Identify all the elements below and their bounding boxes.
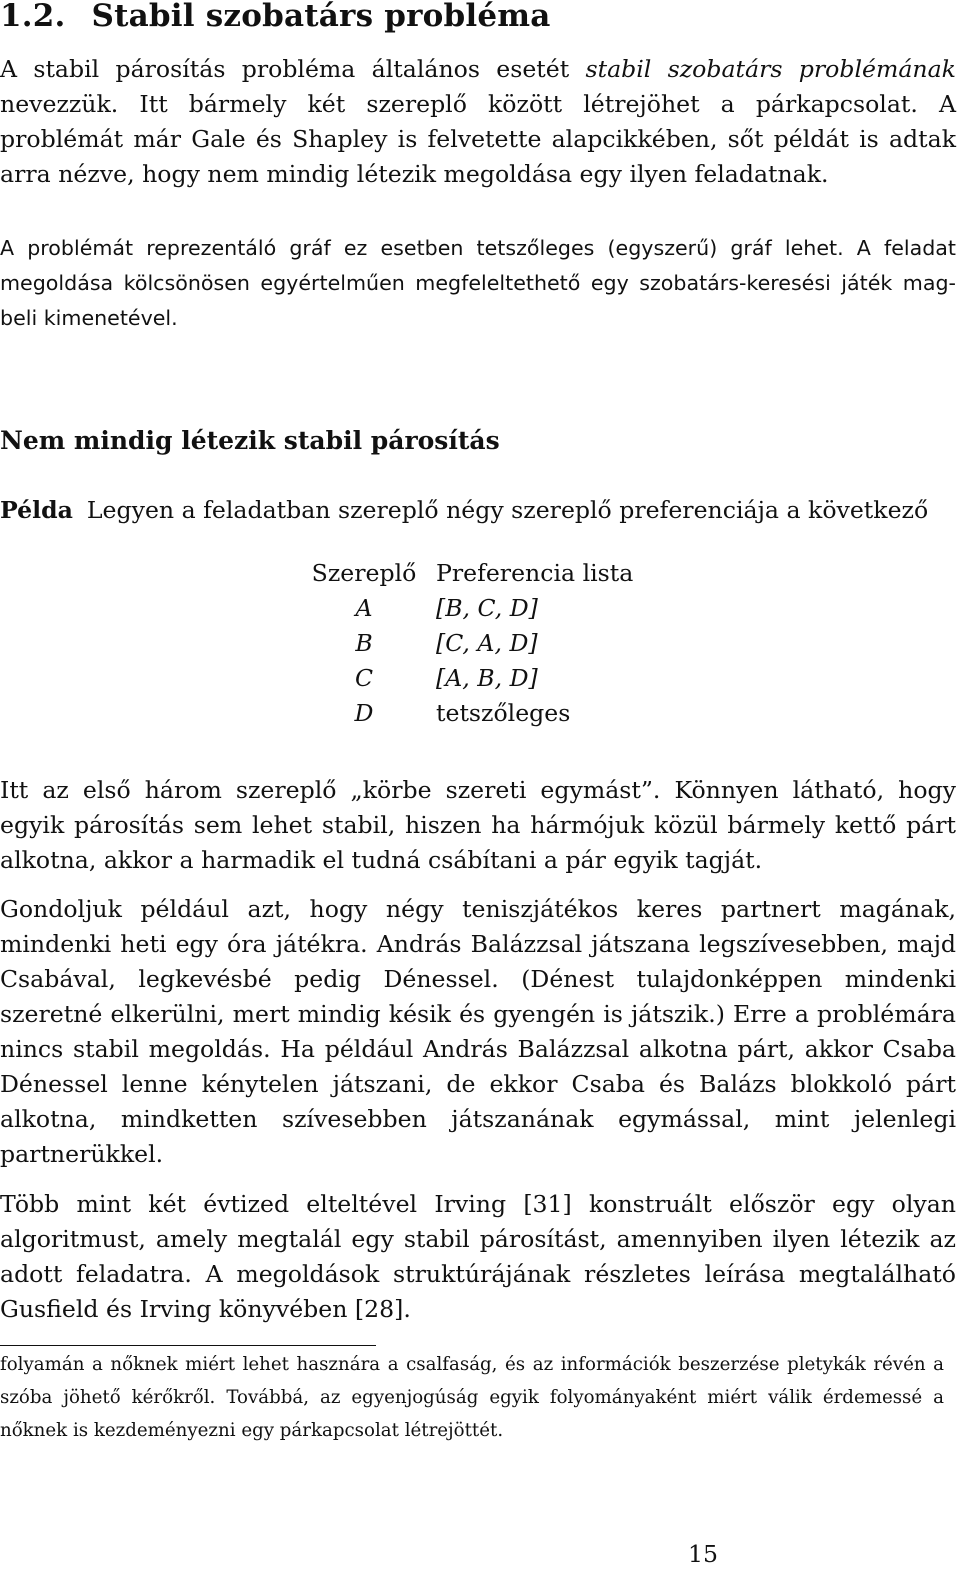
table-header-list: Preferencia lista	[436, 559, 634, 587]
table-row	[298, 591, 633, 626]
table-cell-player: C	[354, 664, 374, 692]
table-cell-player: A	[355, 594, 373, 622]
emphasis-term: stabil szobatárs problémának	[585, 55, 956, 83]
table-header-row	[298, 556, 633, 591]
section-number: 1.2.	[0, 0, 66, 34]
table-cell-list: tetszőleges	[436, 699, 571, 727]
table-cell-player: B	[355, 629, 373, 657]
example-text: Legyen a feladatban szereplő négy szereplő preferenciája a következő	[86, 496, 929, 524]
page-number: 15	[688, 1540, 719, 1568]
table-header-player: Szereplő	[311, 559, 417, 587]
section-title: Stabil szobatárs probléma	[91, 0, 551, 34]
preference-table	[298, 556, 633, 731]
table-row	[298, 696, 633, 731]
section-heading	[0, 0, 551, 34]
example-line	[0, 496, 928, 524]
paragraph-graph-definition: A problémát reprezentáló gráf ez esetben tetszőleges (egyszerű) gráf lehet. A feladat megoldása kölcsönösen egyértelműen megfeleltethető egy szobatárs-keresési játék mag-beli kimenetével.	[0, 236, 956, 330]
table-cell-list: [C, A, D]	[436, 629, 538, 657]
table-cell-list: [A, B, D]	[436, 664, 538, 692]
table-row	[298, 626, 633, 661]
paragraph-tennis-example: Gondoljuk például azt, hogy négy teniszjátékos keres partnert magának, mindenki heti egy óra játékra. András Balázzsal játszana legszívesebben, majd Csabával, legkevésbé pedig Dénessel. (Dénest tulajdonképpen mindenki szeretné elkerülni, mert mindig késik és gyengén is játszik.) Erre a problémára nincs stabil megoldás. Ha például András Balázzsal alkotna párt, akkor Csaba Dénessel lenne kénytelen játszani, de ekkor Csaba és Balázs blokkoló párt alkotna, mindketten szívesebben játszanának egymással, mint jelenlegi partnerükkel.	[0, 895, 956, 1168]
table-row	[298, 661, 633, 696]
subheading-no-stable-matching: Nem mindig létezik stabil párosítás	[0, 426, 500, 455]
example-label: Példa	[0, 496, 73, 524]
table-cell-player: D	[354, 699, 374, 727]
footnote-text: folyamán a nőknek miért lehet hasznára a csalfaság, és az információk beszerzése pletykák révén a szóba jöhető kérőkről. Továbbá, az egyenjogúság egyik folyományaként miért válik érdemessé a nőknek is kezdeményezni egy párkapcsolat létrejöttét.	[0, 1354, 944, 1441]
paragraph-circular-preference: Itt az első három szereplő „körbe szereti egymást”. Könnyen látható, hogy egyik párosítás sem lehet stabil, hiszen ha hármójuk közül bármely kettő párt alkotna, akkor a harmadik el tudná csábítani a pár egyik tagját.	[0, 776, 956, 874]
paragraph-irving-algorithm: Több mint két évtized elteltével Irving [31] konstruált először egy olyan algoritmust, amely megtalál egy stabil párosítást, amennyiben ilyen létezik az adott feladatra. A megoldások struktúrájának részletes leírása megtalálható Gusfield és Irving könyvében [28].	[0, 1190, 956, 1323]
paragraph-intro: A stabil párosítás probléma általános esetét stabil szobatárs problémának nevezzük. Itt bármely két szereplő között létrejöhet a párkapcsolat. A problémát már Gale és Shapley is felvetette alapcikkében, sőt példát is adtak arra nézve, hogy nem mindig létezik megoldása egy ilyen feladatnak.	[0, 55, 956, 188]
footnote-divider	[0, 1345, 376, 1346]
table-cell-list: [B, C, D]	[436, 594, 538, 622]
